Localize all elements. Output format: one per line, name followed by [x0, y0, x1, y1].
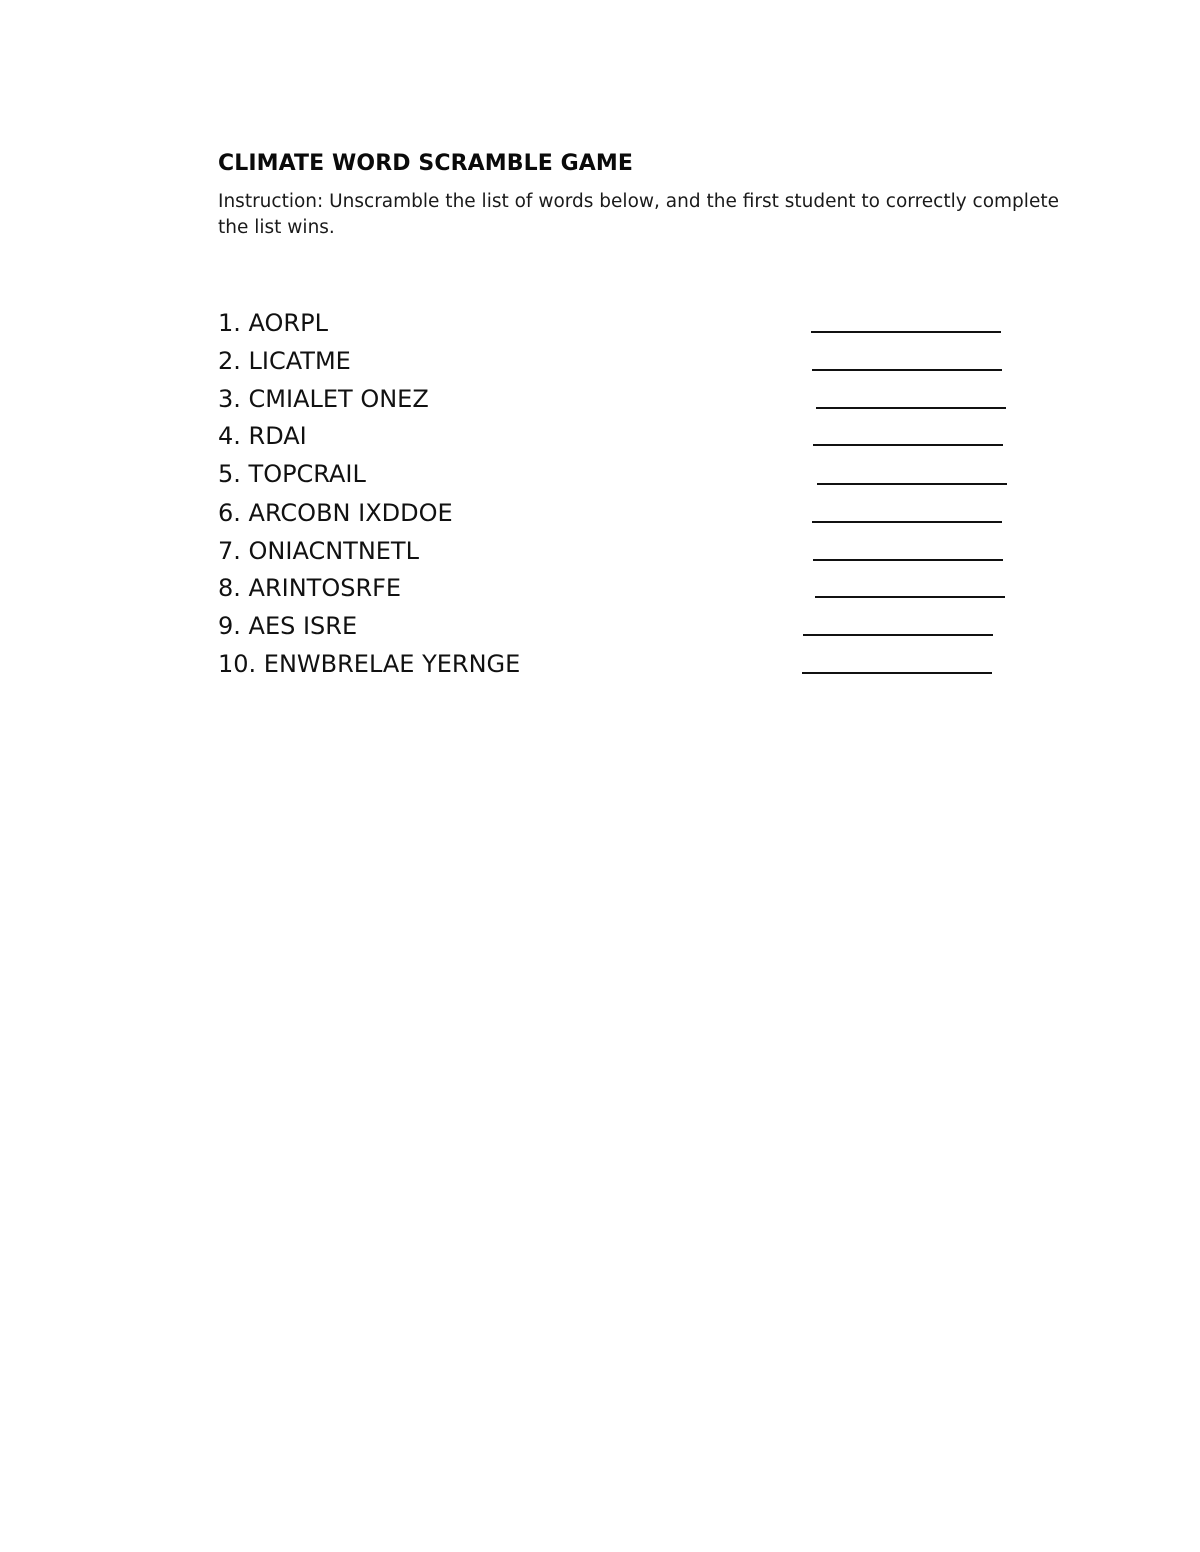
scrambled-word-2: 2. LICATME	[218, 347, 351, 375]
answer-blank-3[interactable]	[816, 407, 1006, 409]
answer-blank-6[interactable]	[812, 521, 1002, 523]
scrambled-word-5: 5. TOPCRAIL	[218, 460, 366, 488]
scrambled-word-10: 10. ENWBRELAE YERNGE	[218, 650, 521, 678]
scrambled-word-9: 9. AES ISRE	[218, 612, 358, 640]
answer-blank-7[interactable]	[813, 559, 1003, 561]
answer-blank-8[interactable]	[815, 596, 1005, 598]
scrambled-word-4: 4. RDAI	[218, 422, 307, 450]
scrambled-word-7: 7. ONIACNTNETL	[218, 537, 419, 565]
answer-blank-1[interactable]	[811, 331, 1001, 333]
scrambled-word-8: 8. ARINTOSRFE	[218, 574, 402, 602]
page-title: CLIMATE WORD SCRAMBLE GAME	[218, 151, 634, 176]
scrambled-word-3: 3. CMIALET ONEZ	[218, 385, 429, 413]
answer-blank-9[interactable]	[803, 634, 993, 636]
word-list	[0, 0, 1200, 700]
scrambled-word-6: 6. ARCOBN IXDDOE	[218, 499, 453, 527]
instruction-text: Instruction: Unscramble the list of words below, and the first student to correctly complete the list wins.	[218, 191, 1059, 238]
scrambled-word-1: 1. AORPL	[218, 309, 328, 337]
answer-blank-4[interactable]	[813, 444, 1003, 446]
answer-blank-5[interactable]	[817, 483, 1007, 485]
answer-blank-10[interactable]	[802, 672, 992, 674]
answer-blank-2[interactable]	[812, 369, 1002, 371]
